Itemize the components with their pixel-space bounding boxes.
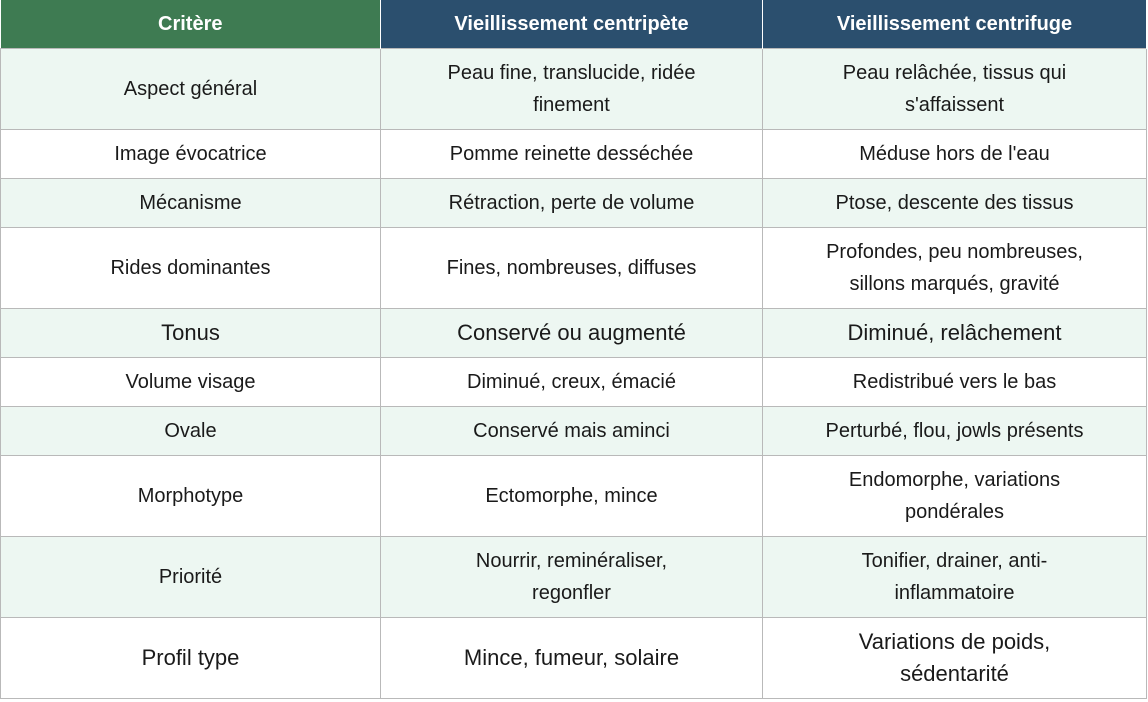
row-centripete: Mince, fumeur, solaire	[381, 618, 763, 699]
header-critere: Critère	[1, 0, 381, 49]
row-centrifuge: Diminué, relâchement	[763, 309, 1147, 358]
table-row	[1, 358, 1147, 407]
row-centripete: Ectomorphe, mince	[381, 456, 763, 537]
row-criterion: Priorité	[1, 537, 381, 618]
row-centrifuge: Tonifier, drainer, anti-inflammatoire	[763, 537, 1147, 618]
table-row	[1, 618, 1147, 699]
row-centripete: Conservé mais aminci	[381, 407, 763, 456]
header-centripete: Vieillissement centripète	[381, 0, 763, 49]
table-row	[1, 537, 1147, 618]
row-criterion: Aspect général	[1, 49, 381, 130]
row-centripete: Pomme reinette desséchée	[381, 130, 763, 179]
row-centripete: Rétraction, perte de volume	[381, 179, 763, 228]
table-row	[1, 228, 1147, 309]
row-criterion: Mécanisme	[1, 179, 381, 228]
table-row	[1, 130, 1147, 179]
row-centripete: Nourrir, reminéraliser, regonfler	[381, 537, 763, 618]
table-row	[1, 309, 1147, 358]
row-centrifuge: Profondes, peu nombreuses, sillons marqués, gravité	[763, 228, 1147, 309]
table-row	[1, 456, 1147, 537]
row-criterion: Volume visage	[1, 358, 381, 407]
table-row	[1, 179, 1147, 228]
row-centrifuge: Variations de poids, sédentarité	[763, 618, 1147, 699]
row-centripete: Conservé ou augmenté	[381, 309, 763, 358]
row-centrifuge: Endomorphe, variations pondérales	[763, 456, 1147, 537]
header-centrifuge: Vieillissement centrifuge	[763, 0, 1147, 49]
row-centripete: Diminué, creux, émacié	[381, 358, 763, 407]
row-centrifuge: Méduse hors de l'eau	[763, 130, 1147, 179]
header-row	[1, 0, 1147, 49]
row-centripete: Fines, nombreuses, diffuses	[381, 228, 763, 309]
table-row	[1, 407, 1147, 456]
row-criterion: Image évocatrice	[1, 130, 381, 179]
row-criterion: Profil type	[1, 618, 381, 699]
row-criterion: Tonus	[1, 309, 381, 358]
row-centrifuge: Redistribué vers le bas	[763, 358, 1147, 407]
row-centrifuge: Ptose, descente des tissus	[763, 179, 1147, 228]
row-centripete: Peau fine, translucide, ridée finement	[381, 49, 763, 130]
table-row	[1, 49, 1147, 130]
row-centrifuge: Perturbé, flou, jowls présents	[763, 407, 1147, 456]
row-criterion: Rides dominantes	[1, 228, 381, 309]
row-criterion: Ovale	[1, 407, 381, 456]
row-criterion: Morphotype	[1, 456, 381, 537]
row-centrifuge: Peau relâchée, tissus qui s'affaissent	[763, 49, 1147, 130]
